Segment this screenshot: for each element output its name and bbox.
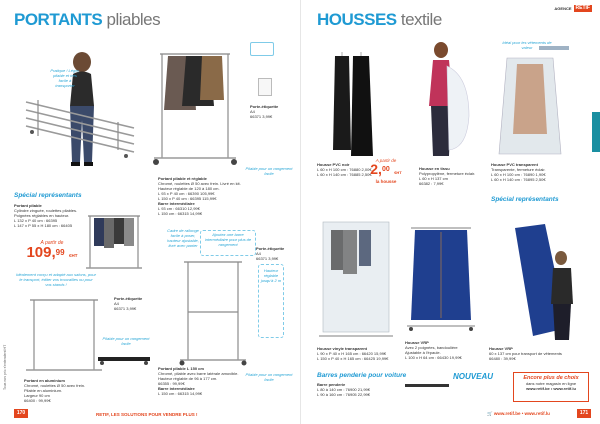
price-value: 109, <box>26 244 56 261</box>
hook-detail-image <box>250 42 274 56</box>
folded-base-photo <box>96 352 152 366</box>
barres-title: Barre penderie <box>317 382 346 387</box>
price-left <box>22 240 82 263</box>
barres-line: L 90 à 160 cm : 76905 22,99€ <box>317 392 371 397</box>
special-revendeurs-left: Spécial représentants <box>14 192 82 199</box>
right-page <box>300 0 600 424</box>
encore-box <box>513 372 589 402</box>
product-vrp <box>405 340 489 360</box>
porte-etiquette-a <box>250 104 294 119</box>
barres-section-title: Barres penderie pour voiture <box>317 372 407 379</box>
product-b-line: L 93 x P 40 cm : 66390 105,99€ <box>158 191 215 196</box>
porte-etiquette-a-line: 66371 3,99€ <box>250 114 273 119</box>
encore-line: www.retif.be • www.retif.lu <box>526 386 576 391</box>
vrp-cover-rack-photo <box>405 222 477 334</box>
product-pvc-line: L 60 x H 100 cm : 76880 2,00€ <box>317 167 372 172</box>
folded-rack-photo <box>18 40 138 180</box>
product-a-line: L 132 x P 40 cm : 66395 <box>14 218 58 223</box>
product-vrp2-line: 60 x 137 cm pour transport de vêtements <box>489 351 562 356</box>
woman-tissue-cover-photo <box>419 36 473 162</box>
product-tissu-line: 66382 : 7,99€ <box>419 181 444 186</box>
product-transparent-line: Transparente, fermeture éclair. <box>491 167 546 172</box>
product-b <box>158 176 246 216</box>
barres-line: L 80 à 140 cm : 76900 21,99€ <box>317 387 371 392</box>
product-vinyle <box>317 346 409 361</box>
agency-label: AGENCE <box>554 6 572 11</box>
porte-etiquette-a-title: Porte-étiquette <box>250 104 279 109</box>
product-pvc-line: L 60 x H 140 cm : 76885 2,50€ <box>317 172 372 177</box>
product-d-line: 66400 : 99,99€ <box>24 398 51 403</box>
hanger-bar-image <box>539 46 569 50</box>
title-portants: PORTANTS <box>14 10 103 29</box>
product-b-line: L 150 x P 40 cm : 66395 115,99€ <box>158 196 217 201</box>
label-holder-image <box>258 78 272 96</box>
product-vrp-line: Ajustable à l'épaule. <box>405 350 441 355</box>
side-note: Tous nos prix s'entendent HT <box>3 344 7 390</box>
price-from-label: A partir de <box>40 240 64 246</box>
footer-url[interactable]: www.retif.be • www.retif.lu <box>493 411 550 416</box>
barres-product <box>317 382 397 397</box>
product-c-line: 66355 : 99,99€ <box>158 381 185 386</box>
tall-rack-photo <box>178 256 248 368</box>
cart-icon: 🛒 <box>487 411 493 416</box>
special-revendeurs-right: Spécial représentants <box>491 196 559 203</box>
encore-title: Encore plus de choix <box>523 375 579 381</box>
product-b-line: L 93 cm : 66310 12,99€ <box>158 206 200 211</box>
nouveau-badge: NOUVEAU <box>453 372 494 381</box>
product-b-line: L 150 cm : 66315 14,99€ <box>158 211 203 216</box>
black-covers-photo <box>329 50 375 158</box>
product-d <box>24 378 104 403</box>
price-unit-right: €HT <box>394 170 402 175</box>
porte-etiquette-b-line: 66371 3,99€ <box>256 256 279 261</box>
callout-hauteur: Hauteur réglable jusqu'à 2 m <box>260 268 282 283</box>
car-bar-image <box>405 384 449 387</box>
brand-logo: RETIF <box>575 5 590 11</box>
product-b-line: Barre intermédiaire <box>158 201 195 206</box>
footer-left: RETIF, LES SOLUTIONS POUR VENDRE PLUS ! <box>96 412 198 417</box>
product-c-line: Barre intermédiaire <box>158 386 195 391</box>
page-number-left: 170 <box>14 409 28 418</box>
product-c-title: Portant pliable L 150 cm <box>158 366 204 371</box>
product-b-title: Portant pliable et réglable <box>158 176 207 181</box>
product-d-line: Largeur 90 cm <box>24 393 50 398</box>
product-vinyle-line: L 150 x P 40 x H 165 cm : 66425 19,99€ <box>317 356 389 361</box>
product-transparent-line: L 60 x H 100 cm : 76890 1,90€ <box>491 172 546 177</box>
product-c-line: Hauteur réglable de 96 à 177 cm. <box>158 376 218 381</box>
product-a-line: Cylindre zinguée, roulettes pliables. <box>14 208 78 213</box>
section-tab <box>592 112 600 152</box>
porte-etiquette-b <box>256 246 296 261</box>
product-b-line: Chromé, roulettes Ø 50 avec frein. Livré en kit. <box>158 181 241 186</box>
product-transparent-title: Housse PVC transparent <box>491 162 538 167</box>
callout-pliable-1: Pliable pour un rangement facile <box>245 166 293 176</box>
footer-right <box>487 411 550 417</box>
callout-pratique: Pratique ! Léger, pliable et très facile à transporter <box>50 68 80 88</box>
product-vrp-title: Housse VRP <box>405 340 429 345</box>
product-vrp-line: L 100 x H 64 cm : 66430 19,99€ <box>405 355 462 360</box>
price-right <box>361 158 411 184</box>
vinyl-rack-cover-photo <box>317 214 395 344</box>
porte-etiquette-c-line: 66371 3,99€ <box>114 306 137 311</box>
product-d-title: Portant en aluminium <box>24 378 65 383</box>
callout-pliable-3: Pliable pour un rangement facile <box>102 336 150 346</box>
product-a-line: Poignées réglables en hauteur. <box>14 213 70 218</box>
product-vrp2-line: 66480 : 39,99€ <box>489 356 516 361</box>
product-vinyle-title: Housse vinyle transparent <box>317 346 368 351</box>
callout-valeur: Idéal pour les vêtements de valeur <box>502 40 552 50</box>
transparent-cover-photo <box>495 54 565 158</box>
left-title <box>14 11 160 29</box>
product-transparent-line: L 60 x H 140 cm : 76895 2,50€ <box>491 177 546 182</box>
price-from-label-right: A partir de <box>375 158 397 163</box>
price-cents: 99 <box>55 248 65 257</box>
product-b-line: Hauteur réglable de 120 à 180 cm. <box>158 186 220 191</box>
price-suffix: la housse <box>375 179 397 184</box>
product-pvc-title: Housse PVC noir <box>317 162 350 167</box>
product-c <box>158 366 248 396</box>
rack-with-jackets-photo <box>150 40 240 170</box>
porte-etiquette-b-title: Porte-étiquette <box>256 246 285 251</box>
callout-cadre: Cadre de rallonge facile à poser, hauteur ajustable, livré avec panier <box>167 228 199 248</box>
man-carrying-vrp-photo <box>493 218 585 344</box>
product-c-line: L 150 cm : 66315 14,99€ <box>158 391 203 396</box>
product-a <box>14 203 94 228</box>
product-c-line: Chromé, pliable avec barre latérale amovible. <box>158 371 239 376</box>
encore-line: dans notre magasin en ligne <box>525 381 577 386</box>
porte-etiquette-c-title: Porte-étiquette <box>114 296 143 301</box>
product-vrp2-title: Housse VRP <box>489 346 513 351</box>
product-tissu <box>419 166 483 186</box>
porte-etiquette-a-line: A4 <box>250 109 255 114</box>
callout-barre: Ajoutez une barre intermédiaire pour plus de rangement <box>204 232 252 247</box>
porte-etiquette-c <box>114 296 154 311</box>
aluminium-rack-photo <box>24 294 104 376</box>
price-cents-right: 00 <box>381 166 390 173</box>
porte-etiquette-c-line: A4 <box>114 301 119 306</box>
product-a-title: Portant pliable <box>14 203 42 208</box>
porte-etiquette-b-line: A4 <box>256 251 261 256</box>
title-housses: HOUSSES <box>317 10 397 29</box>
price-value-right: 2, <box>370 161 382 177</box>
product-vrp2 <box>489 346 589 361</box>
price-unit: €HT <box>69 253 78 258</box>
callout-pliable-2: Pliable pour un rangement facile <box>245 372 293 382</box>
product-tissu-line: L 60 x H 137 cm <box>419 176 448 181</box>
rack-with-shirts-photo <box>84 210 144 276</box>
callout-revendeurs: Idéalement conçu et adapté aux salons, pour le transport, éditer vos trouvailles ou pour vos stands ! <box>16 272 96 287</box>
product-d-line: Pliable en aluminium. <box>24 388 63 393</box>
product-vinyle-line: L 90 x P 40 x H 165 cm : 66420 15,99€ <box>317 351 387 356</box>
product-tissu-line: Polypropylène, fermeture éclair. <box>419 171 476 176</box>
right-title <box>317 11 442 29</box>
page-number-right: 171 <box>577 409 591 418</box>
product-a-line: L 147 x P 55 x H 180 cm : 66405 <box>14 223 73 228</box>
title-pliables: pliables <box>106 10 161 29</box>
brand-header <box>554 5 592 12</box>
product-transparent <box>491 162 587 182</box>
product-vrp-line: Avec 2 poignées, bandoulière <box>405 345 458 350</box>
title-textile: textile <box>400 10 442 29</box>
product-d-line: Chromé, roulettes Ø 50 avec frein. <box>24 383 86 388</box>
product-tissu-title: Housse en tissu <box>419 166 450 171</box>
